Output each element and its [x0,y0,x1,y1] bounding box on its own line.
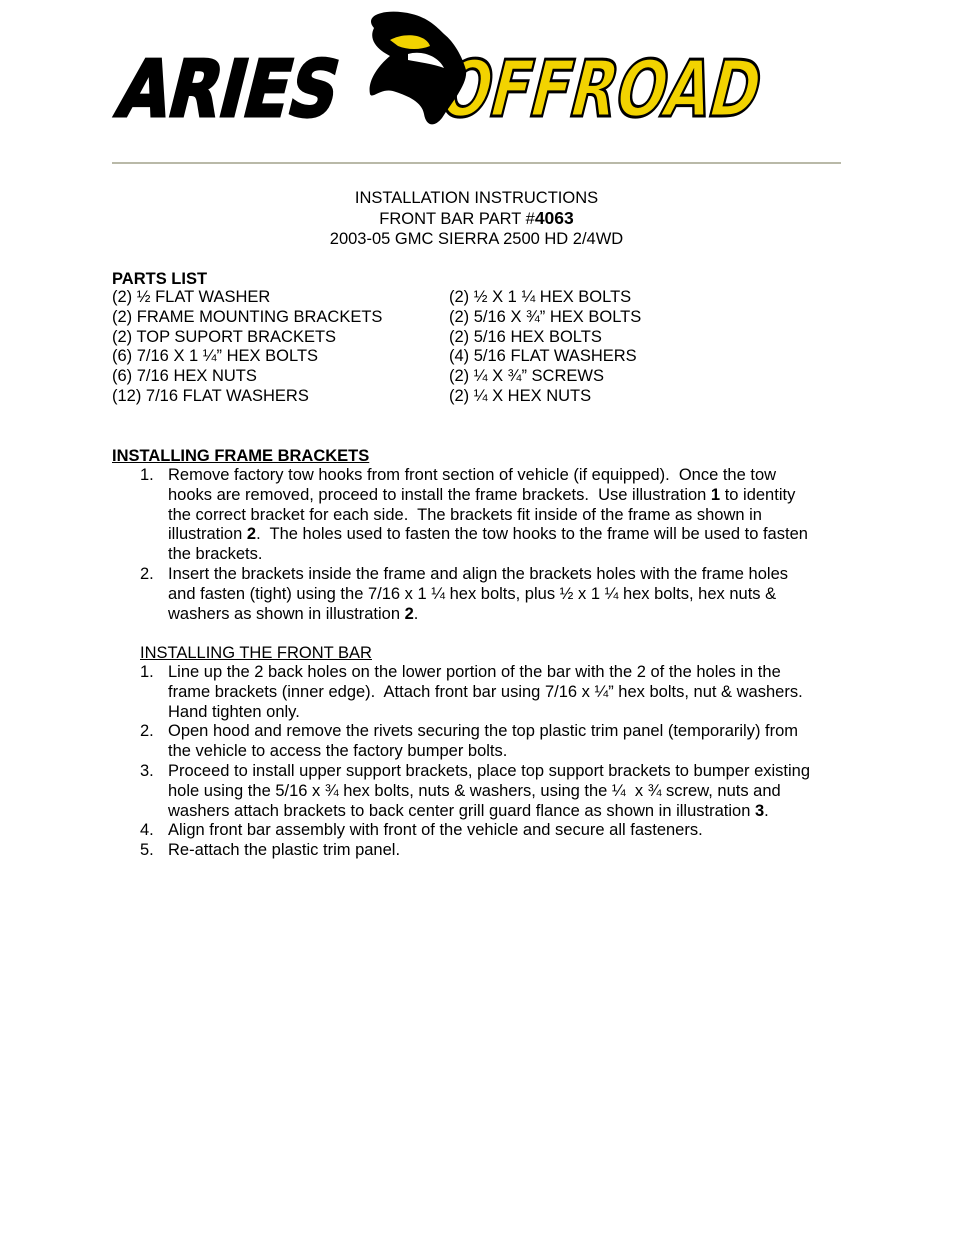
parts-list-left [112,288,382,407]
step-line: Remove factory tow hooks from front section of vehicle (if equipped). Once the tow [168,466,777,484]
part-item: (6) 7/16 HEX NUTS [112,367,257,386]
part-item: (2) TOP SUPORT BRACKETS [112,327,337,346]
part-prefix: FRONT BAR PART # [379,210,535,228]
step-line: Insert the brackets inside the frame and align the brackets holes with the frame holes [168,564,788,583]
step-line: Line up the 2 back holes on the lower portion of the bar with the 2 of the holes in the [168,663,781,681]
part-line [112,208,841,229]
illustration-ref: 3 [754,801,765,820]
doc-title: INSTALLATION INSTRUCTIONS [354,189,599,207]
instruction-step [140,841,840,861]
step-line: Re-attach the plastic trim panel. [168,841,401,860]
aries-offroad-logo [108,10,876,135]
illustration-ref: 2 [246,525,257,544]
front-bar-title: INSTALLING THE FRONT BAR [140,644,372,662]
step-line: illustration 2. The holes used to fasten the tow hooks to the frame will be used to fasten [168,525,808,544]
part-item: (2) ¼ X ¾” SCREWS [449,367,604,386]
part-item: (2) ½ X 1 ¼ HEX BOLTS [449,288,632,306]
instruction-step [140,663,840,722]
step-line: hooks are removed, proceed to install the frame brackets. Use illustration 1 to identity [168,485,796,504]
step-line: the vehicle to access the factory bumper bolts. [168,742,508,761]
part-item: (2) ½ FLAT WASHER [112,288,271,306]
illustration-ref: 2 [404,604,414,623]
instruction-step [140,821,840,841]
part-number: 4063 [534,208,574,228]
step-number: 1. [140,466,154,484]
step-number: 2. [140,564,154,583]
logo-word-offroad: OFFROAD [430,43,876,135]
front-bar-steps [140,663,840,861]
step-line: Align front bar assembly with front of the vehicle and secure all fasteners. [168,821,703,840]
step-line: the brackets. [168,545,263,564]
step-line: frame brackets (inner edge). Attach front bar using 7/16 x ¼” hex bolts, nut & washers. [168,682,803,701]
header-divider [112,162,841,164]
part-item: (12) 7/16 FLAT WASHERS [112,386,309,405]
step-number: 4. [140,821,154,840]
step-line: Open hood and remove the rivets securing the top plastic trim panel (temporarily) from [168,722,799,741]
step-number: 2. [140,722,154,741]
part-item: (6) 7/16 X 1 ¼” HEX BOLTS [112,347,319,366]
step-line: the correct bracket for each side. The brackets fit inside of the frame as shown in [168,505,762,524]
instruction-step [140,722,840,762]
document-header [112,188,841,249]
part-item: (2) ¼ X HEX NUTS [449,386,592,405]
instruction-step [140,762,840,821]
step-line: Hand tighten only. [168,702,300,721]
step-line: washers as shown in illustration 2. [168,604,419,623]
vehicle-line: 2003-05 GMC SIERRA 2500 HD 2/4WD [329,230,624,248]
frame-brackets-title: INSTALLING FRAME BRACKETS [112,447,370,465]
part-item: (4) 5/16 FLAT WASHERS [449,347,637,366]
instruction-step [140,565,840,624]
part-item: (2) 5/16 X ¾” HEX BOLTS [449,307,642,326]
step-line: hole using the 5/16 x ¾ hex bolts, nuts & washers, using the ¼ x ¾ screw, nuts and [168,781,781,800]
parts-list-title: PARTS LIST [112,270,208,288]
instruction-step [140,466,840,565]
parts-list-right [449,288,641,407]
illustration-ref: 1 [710,485,721,504]
frame-brackets-steps [140,466,840,624]
step-number: 5. [140,841,154,860]
part-item: (2) FRAME MOUNTING BRACKETS [112,307,383,326]
step-line: and fasten (tight) using the 7/16 x 1 ¼ hex bolts, plus ½ x 1 ¼ hex bolts, hex nuts & [168,584,777,603]
step-line: Proceed to install upper support brackets, place top support brackets to bumper existing [168,761,811,780]
step-line: washers attach brackets to back center grill guard flance as shown in illustration 3. [168,801,769,820]
step-number: 1. [140,663,154,681]
logo-word-aries: ARIES [108,43,391,135]
step-number: 3. [140,761,154,780]
part-item: (2) 5/16 HEX BOLTS [449,327,602,346]
